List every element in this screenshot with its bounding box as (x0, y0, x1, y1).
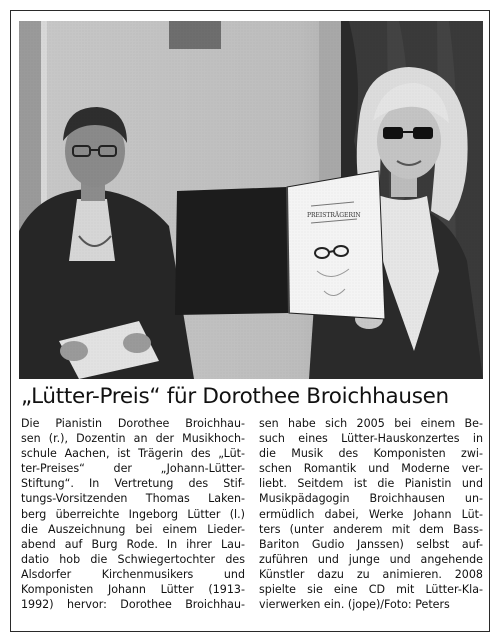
text-line: spielte sie eine CD mit Lütter-Kla- (259, 583, 483, 597)
text-line: Stiftung“. In Vertretung des Stif- (21, 477, 245, 491)
text-line: sen (r.), Dozentin an der Musikhoch- (21, 432, 245, 446)
text-line: tungs-Vorsitzenden Thomas Laken- (21, 492, 245, 506)
text-line: die Musik des Komponisten zwi- (259, 447, 483, 461)
article-column-left (21, 416, 245, 626)
text-line: Alsdorfer Kirchenmusikers und (21, 567, 245, 581)
award-photo (19, 21, 483, 379)
award-photo-illustration (19, 21, 483, 379)
text-line: schen Romantik und Moderne ver- (259, 462, 483, 476)
text-line: abend auf Burg Rode. In ihrer Lau- (21, 537, 245, 551)
text-line: Künstler dazu zu animieren. 2008 (259, 567, 483, 581)
text-line: 1992) hervor: Dorothee Broichhau- (21, 598, 245, 612)
text-line: Die Pianistin Dorothee Broichhau- (21, 417, 245, 430)
text-line: zuführen und junge und angehende (259, 552, 483, 566)
text-line: sen habe sich 2005 bei einem Be- (259, 417, 483, 430)
text-line: berg überreichte Ingeborg Lütter (l.) (21, 507, 245, 521)
text-line: datio hob die Schwiegertochter des (21, 552, 245, 566)
text-line: liebt. Seitdem ist die Pianistin und (259, 477, 483, 491)
text-line: Komponisten Johann Lütter (1913- (21, 583, 245, 597)
text-line: die Auszeichnung bei einem Lieder- (21, 522, 245, 536)
text-line: ter-Preises“ der „Johann-Lütter- (21, 462, 245, 476)
newspaper-clipping (10, 10, 490, 632)
text-line: Musikpädagogin Broichhausen un- (259, 492, 483, 506)
article-headline: „Lütter-Preis“ für Dorothee Broichhausen (21, 384, 449, 409)
article-column-right (259, 416, 483, 626)
text-line: such eines Lütter-Hauskonzertes in (259, 432, 483, 446)
text-line: vierwerken ein. (jope)/Foto: Peters (259, 598, 450, 612)
text-line: schule Aachen, ist Trägerin des „Lüt- (21, 447, 245, 461)
text-line: ters (unter anderem mit dem Bass- (259, 522, 483, 536)
article-body (21, 416, 483, 626)
text-line: Bariton Gudio Janssen) selbst auf- (259, 537, 483, 551)
text-line: ermüdlich dabei, Werke Johann Lüt- (259, 507, 483, 521)
